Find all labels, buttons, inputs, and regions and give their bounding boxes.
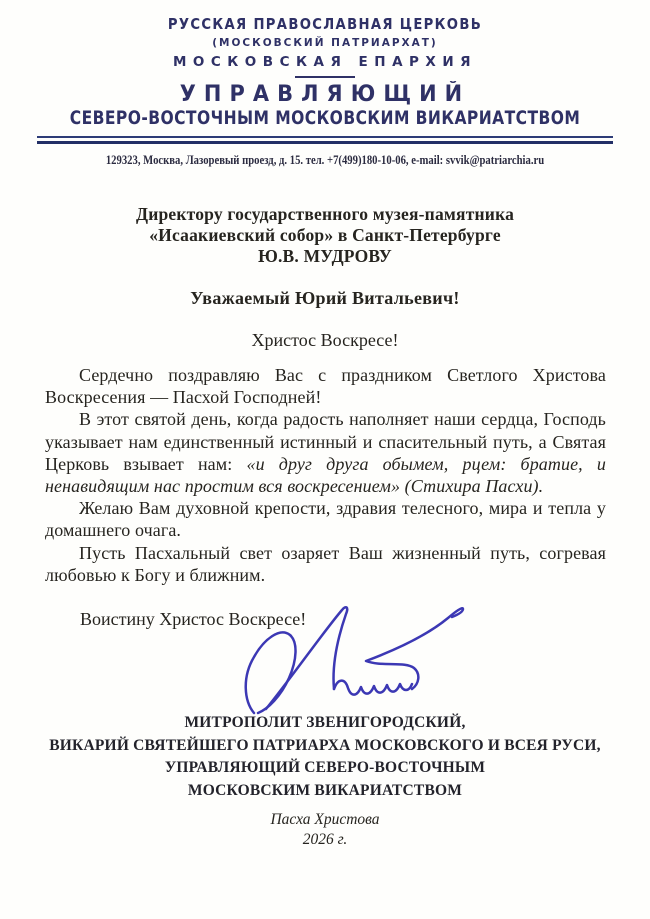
letterhead <box>0 14 650 168</box>
handwritten-signature <box>242 597 477 719</box>
signature-spike-stroke <box>266 607 347 709</box>
paragraph-2-quote: «и друг друга обымем, рцем: братие, и ненавидящим нас простим вся воскресением» (Стихира Пасхи). <box>45 453 606 497</box>
signatory-line-4: МОСКОВСКИМ ВИКАРИАТСТВОМ <box>187 781 463 799</box>
date-line-2: 2026 г. <box>302 831 348 848</box>
signatory-line-3: УПРАВЛЯЮЩИЙ СЕВЕРО-ВОСТОЧНЫМ <box>164 759 486 777</box>
signature-humps-stroke <box>334 681 412 695</box>
date-line-1: Пасха Христова <box>270 811 380 828</box>
patriarchate-subtitle: (МОСКОВСКИЙ ПАТРИАРХАТ) <box>212 37 438 49</box>
paragraph-4: Пусть Пасхальный свет озаряет Ваш жизненный путь, согревая любовью к Богу и ближним. <box>45 542 606 585</box>
date-block <box>0 810 650 850</box>
double-divider-rule <box>37 136 613 144</box>
church-name: РУССКАЯ ПРАВОСЛАВНАЯ ЦЕРКОВЬ <box>167 15 483 33</box>
signatory-line-1: МИТРОПОЛИТ ЗВЕНИГОРОДСКИЙ, <box>184 714 466 731</box>
salutation: Уважаемый Юрий Витальевич! <box>190 288 460 308</box>
paragraph-1: Сердечно поздравляю Вас с праздником Светлого Христова Воскресения — Пасхой Господней! <box>45 365 606 408</box>
signature-tail-stroke <box>366 608 463 689</box>
paragraph-2 <box>45 408 606 497</box>
paragraph-3: Желаю Вам духовной крепости, здравия телесного, мира и тепла у домашнего очага. <box>45 498 606 541</box>
signature-loop-stroke <box>246 632 296 713</box>
letter-body <box>45 364 606 586</box>
signatory-block <box>0 712 650 802</box>
closing-line: Воистину Христос Воскресе! <box>80 609 307 629</box>
addressee-line-2: «Исаакиевский собор» в Санкт-Петербурге <box>149 225 501 245</box>
signatory-line-2: ВИКАРИЙ СВЯТЕЙШЕГО ПАТРИАРХА МОСКОВСКОГО И ВСЕЯ РУСИ, <box>49 736 601 754</box>
eparchy-name: МОСКОВСКАЯ ЕПАРХИЯ <box>172 54 478 70</box>
contact-line: 129323, Москва, Лазоревый проезд, д. 15. тел. +7(499)180-10-06, e-mail: svvik@patriarchia.ru <box>105 152 545 167</box>
office-title: УПРАВЛЯЮЩИЙ <box>179 82 471 107</box>
short-divider-rule <box>295 76 355 78</box>
addressee-block <box>0 204 650 267</box>
paschal-greeting: Христос Воскресе! <box>251 330 399 350</box>
addressee-line-1: Директору государственного музея-памятника <box>135 204 515 224</box>
vicariate-title: СЕВЕРО-ВОСТОЧНЫМ МОСКОВСКИМ ВИКАРИАТСТВОМ <box>69 108 581 129</box>
addressee-line-3: Ю.В. МУДРОВУ <box>258 246 392 266</box>
paragraph-2-lead: В этот святой день, когда радость наполняет наши сердца, Господь указывает нам единственный истинный и спасительный путь, а Святая Церковь взывает нам: <box>45 409 606 474</box>
